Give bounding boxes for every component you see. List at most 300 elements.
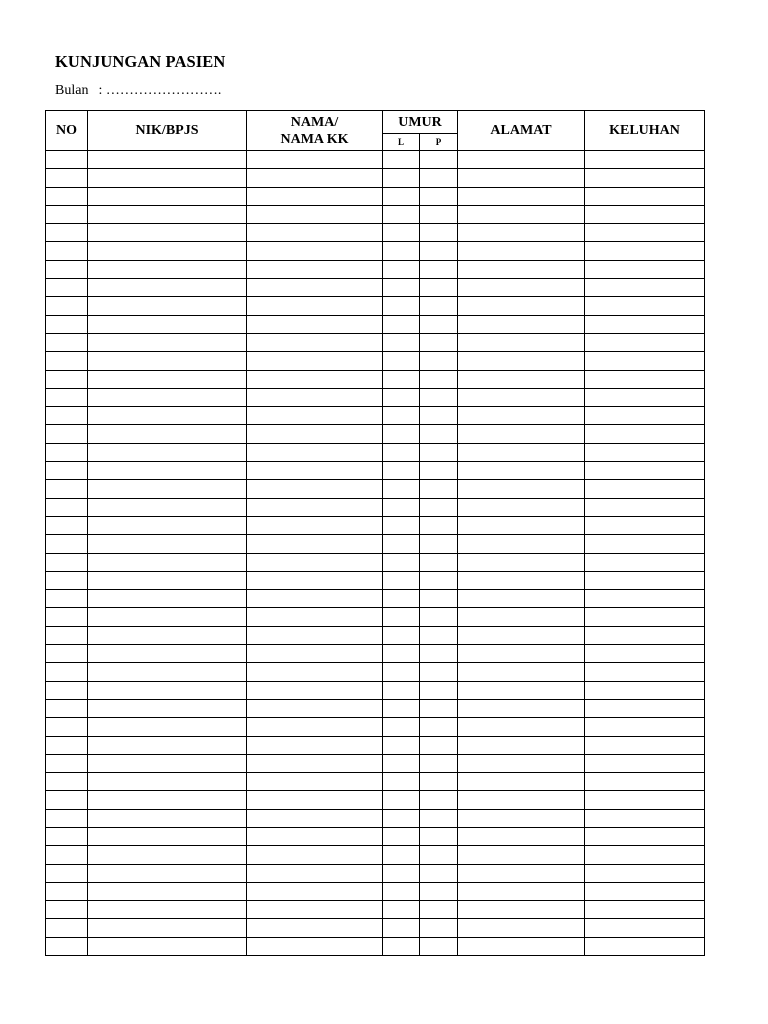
cell-umur-l[interactable] — [383, 535, 420, 553]
cell-nik-bpjs[interactable] — [88, 388, 247, 406]
cell-keluhan[interactable] — [585, 169, 705, 187]
cell-nama[interactable] — [247, 443, 383, 461]
cell-alamat[interactable] — [458, 773, 585, 791]
cell-nik-bpjs[interactable] — [88, 882, 247, 900]
cell-nik-bpjs[interactable] — [88, 224, 247, 242]
cell-umur-l[interactable] — [383, 443, 420, 461]
cell-keluhan[interactable] — [585, 608, 705, 626]
cell-nama[interactable] — [247, 553, 383, 571]
cell-no[interactable] — [46, 663, 88, 681]
cell-umur-p[interactable] — [420, 590, 458, 608]
cell-no[interactable] — [46, 462, 88, 480]
cell-umur-l[interactable] — [383, 297, 420, 315]
cell-alamat[interactable] — [458, 608, 585, 626]
cell-umur-l[interactable] — [383, 187, 420, 205]
cell-nik-bpjs[interactable] — [88, 919, 247, 937]
cell-nik-bpjs[interactable] — [88, 846, 247, 864]
cell-umur-p[interactable] — [420, 571, 458, 589]
cell-umur-l[interactable] — [383, 333, 420, 351]
cell-keluhan[interactable] — [585, 626, 705, 644]
cell-no[interactable] — [46, 279, 88, 297]
cell-keluhan[interactable] — [585, 443, 705, 461]
cell-umur-l[interactable] — [383, 681, 420, 699]
cell-umur-l[interactable] — [383, 279, 420, 297]
cell-umur-l[interactable] — [383, 480, 420, 498]
cell-umur-p[interactable] — [420, 480, 458, 498]
cell-umur-p[interactable] — [420, 151, 458, 169]
cell-keluhan[interactable] — [585, 279, 705, 297]
cell-nik-bpjs[interactable] — [88, 151, 247, 169]
cell-keluhan[interactable] — [585, 882, 705, 900]
cell-keluhan[interactable] — [585, 535, 705, 553]
cell-umur-p[interactable] — [420, 864, 458, 882]
cell-nik-bpjs[interactable] — [88, 681, 247, 699]
cell-alamat[interactable] — [458, 407, 585, 425]
cell-nik-bpjs[interactable] — [88, 443, 247, 461]
cell-keluhan[interactable] — [585, 864, 705, 882]
cell-keluhan[interactable] — [585, 315, 705, 333]
cell-no[interactable] — [46, 169, 88, 187]
cell-alamat[interactable] — [458, 516, 585, 534]
cell-nama[interactable] — [247, 919, 383, 937]
cell-no[interactable] — [46, 590, 88, 608]
cell-keluhan[interactable] — [585, 388, 705, 406]
cell-nik-bpjs[interactable] — [88, 590, 247, 608]
cell-keluhan[interactable] — [585, 791, 705, 809]
cell-umur-l[interactable] — [383, 846, 420, 864]
cell-alamat[interactable] — [458, 919, 585, 937]
cell-nik-bpjs[interactable] — [88, 498, 247, 516]
cell-keluhan[interactable] — [585, 754, 705, 772]
cell-keluhan[interactable] — [585, 553, 705, 571]
cell-umur-p[interactable] — [420, 205, 458, 223]
cell-umur-l[interactable] — [383, 590, 420, 608]
cell-alamat[interactable] — [458, 425, 585, 443]
cell-nik-bpjs[interactable] — [88, 864, 247, 882]
cell-no[interactable] — [46, 516, 88, 534]
cell-no[interactable] — [46, 645, 88, 663]
cell-no[interactable] — [46, 407, 88, 425]
cell-alamat[interactable] — [458, 498, 585, 516]
cell-umur-p[interactable] — [420, 516, 458, 534]
cell-nik-bpjs[interactable] — [88, 352, 247, 370]
cell-alamat[interactable] — [458, 645, 585, 663]
cell-keluhan[interactable] — [585, 333, 705, 351]
cell-alamat[interactable] — [458, 224, 585, 242]
cell-nama[interactable] — [247, 773, 383, 791]
cell-umur-l[interactable] — [383, 663, 420, 681]
cell-umur-p[interactable] — [420, 645, 458, 663]
cell-nama[interactable] — [247, 754, 383, 772]
cell-alamat[interactable] — [458, 443, 585, 461]
cell-nama[interactable] — [247, 370, 383, 388]
cell-no[interactable] — [46, 260, 88, 278]
cell-no[interactable] — [46, 919, 88, 937]
cell-umur-p[interactable] — [420, 279, 458, 297]
cell-umur-l[interactable] — [383, 699, 420, 717]
cell-nama[interactable] — [247, 297, 383, 315]
cell-nik-bpjs[interactable] — [88, 773, 247, 791]
cell-nama[interactable] — [247, 205, 383, 223]
cell-umur-p[interactable] — [420, 260, 458, 278]
cell-umur-l[interactable] — [383, 791, 420, 809]
cell-alamat[interactable] — [458, 846, 585, 864]
cell-umur-p[interactable] — [420, 754, 458, 772]
cell-no[interactable] — [46, 681, 88, 699]
cell-keluhan[interactable] — [585, 736, 705, 754]
cell-nik-bpjs[interactable] — [88, 553, 247, 571]
cell-keluhan[interactable] — [585, 498, 705, 516]
cell-keluhan[interactable] — [585, 425, 705, 443]
cell-umur-p[interactable] — [420, 498, 458, 516]
cell-umur-l[interactable] — [383, 315, 420, 333]
cell-no[interactable] — [46, 718, 88, 736]
cell-alamat[interactable] — [458, 370, 585, 388]
cell-umur-p[interactable] — [420, 827, 458, 845]
cell-umur-l[interactable] — [383, 827, 420, 845]
cell-umur-p[interactable] — [420, 315, 458, 333]
cell-keluhan[interactable] — [585, 901, 705, 919]
cell-no[interactable] — [46, 571, 88, 589]
cell-nik-bpjs[interactable] — [88, 699, 247, 717]
cell-no[interactable] — [46, 535, 88, 553]
cell-no[interactable] — [46, 937, 88, 955]
cell-umur-p[interactable] — [420, 736, 458, 754]
cell-umur-l[interactable] — [383, 901, 420, 919]
cell-alamat[interactable] — [458, 901, 585, 919]
cell-nama[interactable] — [247, 809, 383, 827]
cell-nama[interactable] — [247, 498, 383, 516]
cell-nama[interactable] — [247, 626, 383, 644]
cell-no[interactable] — [46, 553, 88, 571]
cell-alamat[interactable] — [458, 480, 585, 498]
cell-keluhan[interactable] — [585, 645, 705, 663]
cell-no[interactable] — [46, 498, 88, 516]
cell-alamat[interactable] — [458, 205, 585, 223]
cell-umur-l[interactable] — [383, 882, 420, 900]
cell-nik-bpjs[interactable] — [88, 608, 247, 626]
cell-alamat[interactable] — [458, 626, 585, 644]
cell-nik-bpjs[interactable] — [88, 187, 247, 205]
cell-keluhan[interactable] — [585, 809, 705, 827]
cell-umur-p[interactable] — [420, 608, 458, 626]
cell-nama[interactable] — [247, 425, 383, 443]
cell-keluhan[interactable] — [585, 571, 705, 589]
cell-alamat[interactable] — [458, 187, 585, 205]
cell-alamat[interactable] — [458, 736, 585, 754]
cell-nik-bpjs[interactable] — [88, 315, 247, 333]
cell-umur-p[interactable] — [420, 169, 458, 187]
cell-umur-p[interactable] — [420, 553, 458, 571]
cell-nama[interactable] — [247, 169, 383, 187]
cell-nik-bpjs[interactable] — [88, 407, 247, 425]
cell-umur-l[interactable] — [383, 151, 420, 169]
cell-umur-l[interactable] — [383, 553, 420, 571]
cell-nik-bpjs[interactable] — [88, 645, 247, 663]
cell-umur-l[interactable] — [383, 773, 420, 791]
cell-nik-bpjs[interactable] — [88, 370, 247, 388]
cell-umur-l[interactable] — [383, 498, 420, 516]
cell-umur-l[interactable] — [383, 242, 420, 260]
cell-nik-bpjs[interactable] — [88, 663, 247, 681]
cell-umur-p[interactable] — [420, 425, 458, 443]
cell-umur-p[interactable] — [420, 370, 458, 388]
cell-keluhan[interactable] — [585, 937, 705, 955]
cell-keluhan[interactable] — [585, 718, 705, 736]
cell-keluhan[interactable] — [585, 224, 705, 242]
cell-umur-l[interactable] — [383, 571, 420, 589]
cell-nama[interactable] — [247, 590, 383, 608]
cell-nama[interactable] — [247, 882, 383, 900]
cell-alamat[interactable] — [458, 699, 585, 717]
cell-umur-p[interactable] — [420, 297, 458, 315]
cell-umur-l[interactable] — [383, 169, 420, 187]
cell-nama[interactable] — [247, 864, 383, 882]
cell-nama[interactable] — [247, 571, 383, 589]
cell-nik-bpjs[interactable] — [88, 425, 247, 443]
cell-nama[interactable] — [247, 699, 383, 717]
cell-nik-bpjs[interactable] — [88, 462, 247, 480]
cell-umur-p[interactable] — [420, 462, 458, 480]
cell-umur-p[interactable] — [420, 352, 458, 370]
cell-keluhan[interactable] — [585, 407, 705, 425]
cell-no[interactable] — [46, 297, 88, 315]
cell-alamat[interactable] — [458, 571, 585, 589]
cell-keluhan[interactable] — [585, 480, 705, 498]
cell-no[interactable] — [46, 443, 88, 461]
cell-alamat[interactable] — [458, 590, 585, 608]
cell-nama[interactable] — [247, 663, 383, 681]
cell-keluhan[interactable] — [585, 297, 705, 315]
cell-umur-l[interactable] — [383, 809, 420, 827]
cell-no[interactable] — [46, 864, 88, 882]
cell-alamat[interactable] — [458, 352, 585, 370]
cell-umur-p[interactable] — [420, 388, 458, 406]
cell-alamat[interactable] — [458, 333, 585, 351]
cell-nama[interactable] — [247, 901, 383, 919]
cell-umur-l[interactable] — [383, 937, 420, 955]
cell-umur-p[interactable] — [420, 809, 458, 827]
cell-umur-p[interactable] — [420, 443, 458, 461]
cell-umur-l[interactable] — [383, 425, 420, 443]
cell-umur-l[interactable] — [383, 736, 420, 754]
cell-umur-p[interactable] — [420, 791, 458, 809]
cell-umur-p[interactable] — [420, 626, 458, 644]
cell-no[interactable] — [46, 388, 88, 406]
cell-no[interactable] — [46, 699, 88, 717]
cell-nama[interactable] — [247, 645, 383, 663]
cell-nama[interactable] — [247, 681, 383, 699]
cell-nik-bpjs[interactable] — [88, 718, 247, 736]
cell-keluhan[interactable] — [585, 516, 705, 534]
cell-umur-p[interactable] — [420, 535, 458, 553]
cell-umur-l[interactable] — [383, 754, 420, 772]
cell-alamat[interactable] — [458, 809, 585, 827]
cell-no[interactable] — [46, 846, 88, 864]
cell-keluhan[interactable] — [585, 151, 705, 169]
cell-alamat[interactable] — [458, 169, 585, 187]
cell-alamat[interactable] — [458, 462, 585, 480]
cell-umur-p[interactable] — [420, 407, 458, 425]
cell-nik-bpjs[interactable] — [88, 754, 247, 772]
cell-no[interactable] — [46, 242, 88, 260]
cell-nama[interactable] — [247, 718, 383, 736]
cell-alamat[interactable] — [458, 315, 585, 333]
cell-umur-l[interactable] — [383, 407, 420, 425]
cell-nama[interactable] — [247, 480, 383, 498]
cell-no[interactable] — [46, 773, 88, 791]
cell-no[interactable] — [46, 754, 88, 772]
cell-umur-l[interactable] — [383, 260, 420, 278]
cell-nama[interactable] — [247, 608, 383, 626]
cell-nik-bpjs[interactable] — [88, 736, 247, 754]
cell-nama[interactable] — [247, 388, 383, 406]
cell-keluhan[interactable] — [585, 773, 705, 791]
cell-nama[interactable] — [247, 736, 383, 754]
cell-keluhan[interactable] — [585, 205, 705, 223]
cell-alamat[interactable] — [458, 553, 585, 571]
cell-nik-bpjs[interactable] — [88, 242, 247, 260]
cell-alamat[interactable] — [458, 279, 585, 297]
cell-keluhan[interactable] — [585, 827, 705, 845]
cell-nik-bpjs[interactable] — [88, 571, 247, 589]
cell-keluhan[interactable] — [585, 681, 705, 699]
cell-no[interactable] — [46, 809, 88, 827]
cell-alamat[interactable] — [458, 151, 585, 169]
cell-nama[interactable] — [247, 827, 383, 845]
cell-umur-l[interactable] — [383, 626, 420, 644]
cell-nama[interactable] — [247, 407, 383, 425]
cell-keluhan[interactable] — [585, 260, 705, 278]
cell-umur-l[interactable] — [383, 462, 420, 480]
cell-no[interactable] — [46, 205, 88, 223]
cell-nama[interactable] — [247, 279, 383, 297]
cell-nik-bpjs[interactable] — [88, 809, 247, 827]
cell-no[interactable] — [46, 224, 88, 242]
cell-no[interactable] — [46, 626, 88, 644]
cell-alamat[interactable] — [458, 242, 585, 260]
cell-alamat[interactable] — [458, 791, 585, 809]
cell-nama[interactable] — [247, 187, 383, 205]
cell-no[interactable] — [46, 736, 88, 754]
cell-nik-bpjs[interactable] — [88, 791, 247, 809]
cell-nik-bpjs[interactable] — [88, 260, 247, 278]
cell-umur-p[interactable] — [420, 901, 458, 919]
cell-umur-p[interactable] — [420, 846, 458, 864]
cell-no[interactable] — [46, 151, 88, 169]
cell-umur-p[interactable] — [420, 681, 458, 699]
cell-nama[interactable] — [247, 224, 383, 242]
cell-nik-bpjs[interactable] — [88, 937, 247, 955]
cell-nik-bpjs[interactable] — [88, 901, 247, 919]
cell-keluhan[interactable] — [585, 370, 705, 388]
cell-no[interactable] — [46, 333, 88, 351]
cell-no[interactable] — [46, 370, 88, 388]
cell-umur-p[interactable] — [420, 224, 458, 242]
cell-no[interactable] — [46, 425, 88, 443]
cell-nama[interactable] — [247, 937, 383, 955]
cell-keluhan[interactable] — [585, 352, 705, 370]
cell-keluhan[interactable] — [585, 846, 705, 864]
cell-nama[interactable] — [247, 151, 383, 169]
cell-alamat[interactable] — [458, 297, 585, 315]
cell-alamat[interactable] — [458, 681, 585, 699]
cell-umur-p[interactable] — [420, 242, 458, 260]
cell-alamat[interactable] — [458, 827, 585, 845]
cell-nik-bpjs[interactable] — [88, 333, 247, 351]
cell-no[interactable] — [46, 791, 88, 809]
cell-keluhan[interactable] — [585, 699, 705, 717]
cell-umur-l[interactable] — [383, 718, 420, 736]
cell-umur-p[interactable] — [420, 882, 458, 900]
cell-keluhan[interactable] — [585, 462, 705, 480]
cell-nama[interactable] — [247, 333, 383, 351]
cell-nama[interactable] — [247, 462, 383, 480]
cell-nik-bpjs[interactable] — [88, 535, 247, 553]
cell-alamat[interactable] — [458, 937, 585, 955]
cell-keluhan[interactable] — [585, 242, 705, 260]
cell-alamat[interactable] — [458, 864, 585, 882]
cell-umur-l[interactable] — [383, 224, 420, 242]
cell-alamat[interactable] — [458, 882, 585, 900]
cell-umur-p[interactable] — [420, 699, 458, 717]
cell-nik-bpjs[interactable] — [88, 169, 247, 187]
cell-alamat[interactable] — [458, 535, 585, 553]
cell-nama[interactable] — [247, 352, 383, 370]
cell-umur-p[interactable] — [420, 663, 458, 681]
cell-no[interactable] — [46, 901, 88, 919]
cell-keluhan[interactable] — [585, 187, 705, 205]
cell-nama[interactable] — [247, 791, 383, 809]
cell-no[interactable] — [46, 882, 88, 900]
cell-no[interactable] — [46, 480, 88, 498]
cell-nama[interactable] — [247, 846, 383, 864]
cell-no[interactable] — [46, 352, 88, 370]
cell-alamat[interactable] — [458, 718, 585, 736]
cell-no[interactable] — [46, 608, 88, 626]
cell-nik-bpjs[interactable] — [88, 279, 247, 297]
cell-nik-bpjs[interactable] — [88, 516, 247, 534]
cell-nama[interactable] — [247, 242, 383, 260]
cell-umur-l[interactable] — [383, 919, 420, 937]
cell-alamat[interactable] — [458, 754, 585, 772]
cell-nama[interactable] — [247, 535, 383, 553]
cell-nik-bpjs[interactable] — [88, 205, 247, 223]
cell-no[interactable] — [46, 315, 88, 333]
cell-keluhan[interactable] — [585, 919, 705, 937]
cell-umur-l[interactable] — [383, 864, 420, 882]
cell-umur-l[interactable] — [383, 645, 420, 663]
cell-umur-p[interactable] — [420, 333, 458, 351]
cell-no[interactable] — [46, 827, 88, 845]
cell-umur-l[interactable] — [383, 352, 420, 370]
cell-nik-bpjs[interactable] — [88, 480, 247, 498]
cell-alamat[interactable] — [458, 663, 585, 681]
cell-umur-l[interactable] — [383, 388, 420, 406]
cell-nik-bpjs[interactable] — [88, 297, 247, 315]
cell-nama[interactable] — [247, 516, 383, 534]
cell-umur-p[interactable] — [420, 187, 458, 205]
cell-nama[interactable] — [247, 315, 383, 333]
cell-alamat[interactable] — [458, 260, 585, 278]
cell-keluhan[interactable] — [585, 590, 705, 608]
cell-no[interactable] — [46, 187, 88, 205]
cell-umur-p[interactable] — [420, 718, 458, 736]
cell-alamat[interactable] — [458, 388, 585, 406]
cell-nik-bpjs[interactable] — [88, 626, 247, 644]
cell-umur-l[interactable] — [383, 608, 420, 626]
cell-nama[interactable] — [247, 260, 383, 278]
